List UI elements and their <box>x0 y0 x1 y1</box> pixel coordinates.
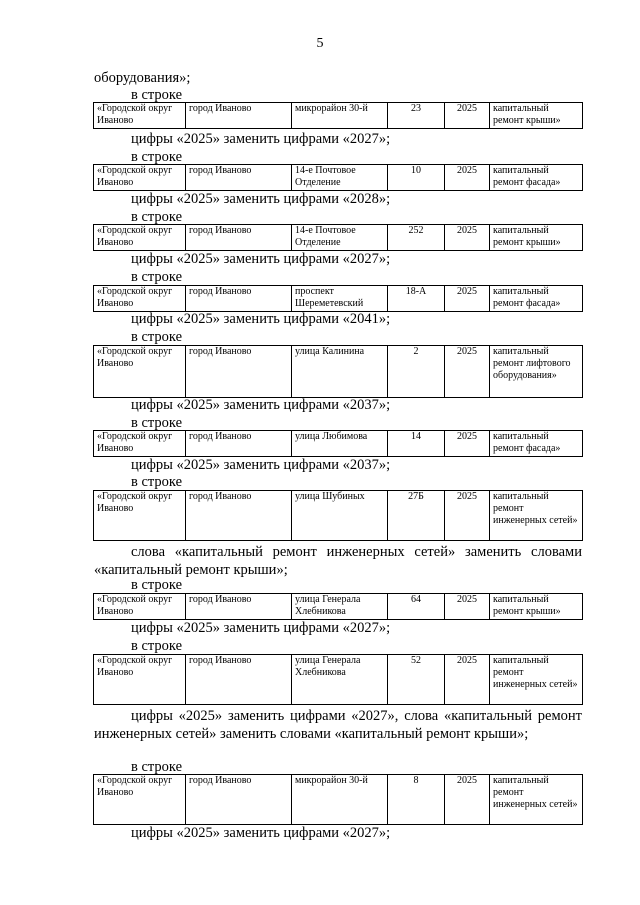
text-line: цифры «2025» заменить цифрами «2027»; <box>131 620 391 636</box>
city-cell: город Иваново <box>186 431 292 457</box>
street-cell: улица Любимова <box>292 431 388 457</box>
house-number-cell: 14 <box>388 431 445 457</box>
text-line: в строке <box>131 209 183 225</box>
year-cell: 2025 <box>445 431 490 457</box>
house-number-cell: 252 <box>388 225 445 251</box>
text-line: в строке <box>131 87 183 103</box>
text-line: цифры «2025» заменить цифрами «2027»; <box>131 251 391 267</box>
table-row <box>93 654 583 705</box>
table-row <box>93 224 583 251</box>
house-number-cell: 10 <box>388 165 445 191</box>
table-row <box>93 164 583 191</box>
house-number-cell: 2 <box>388 346 445 398</box>
district-cell: «Городской округ Иваново <box>94 775 186 825</box>
text-line: цифры «2025» заменить цифрами «2037»; <box>131 457 391 473</box>
district-cell: «Городской округ Иваново <box>94 491 186 541</box>
year-cell: 2025 <box>445 165 490 191</box>
work-type-cell: капитальный ремонт крыши» <box>490 103 583 129</box>
table-row <box>93 430 583 457</box>
house-number-cell: 18-А <box>388 286 445 312</box>
year-cell: 2025 <box>445 594 490 620</box>
text-line: в строке <box>131 269 183 285</box>
text-line: в строке <box>131 638 183 654</box>
table-row <box>93 593 583 620</box>
district-cell: «Городской округ Иваново <box>94 103 186 129</box>
house-number-cell: 8 <box>388 775 445 825</box>
street-cell: 14-е Почтовое Отделение <box>292 225 388 251</box>
year-cell: 2025 <box>445 103 490 129</box>
table-row <box>93 774 583 825</box>
text-paragraph: цифры «2025» заменить цифрами «2027», слова «капитальный ремонт инженерных сетей» заменить словами «капитальный ремонт крыши»; <box>94 708 582 742</box>
city-cell: город Иваново <box>186 103 292 129</box>
street-cell: улица Генерала Хлебникова <box>292 655 388 705</box>
year-cell: 2025 <box>445 225 490 251</box>
district-cell: «Городской округ Иваново <box>94 431 186 457</box>
year-cell: 2025 <box>445 655 490 705</box>
house-number-cell: 23 <box>388 103 445 129</box>
year-cell: 2025 <box>445 346 490 398</box>
city-cell: город Иваново <box>186 165 292 191</box>
street-cell: проспект Шереметевский <box>292 286 388 312</box>
page-number: 5 <box>316 36 324 51</box>
district-cell: «Городской округ Иваново <box>94 165 186 191</box>
house-number-cell: 52 <box>388 655 445 705</box>
city-cell: город Иваново <box>186 594 292 620</box>
text-line: в строке <box>131 329 183 345</box>
table-row <box>93 345 583 398</box>
district-cell: «Городской округ Иваново <box>94 286 186 312</box>
work-type-cell: капитальный ремонт инженерных сетей» <box>490 491 583 541</box>
text-line: в строке <box>131 577 183 593</box>
text-line: цифры «2025» заменить цифрами «2027»; <box>131 825 391 841</box>
year-cell: 2025 <box>445 286 490 312</box>
text-line: цифры «2025» заменить цифрами «2027»; <box>131 131 391 147</box>
year-cell: 2025 <box>445 775 490 825</box>
work-type-cell: капитальный ремонт крыши» <box>490 225 583 251</box>
city-cell: город Иваново <box>186 286 292 312</box>
city-cell: город Иваново <box>186 225 292 251</box>
table-row <box>93 102 583 129</box>
table-row <box>93 490 583 541</box>
work-type-cell: капитальный ремонт фасада» <box>490 431 583 457</box>
text-line: оборудования»; <box>94 70 191 86</box>
year-cell: 2025 <box>445 491 490 541</box>
city-cell: город Иваново <box>186 346 292 398</box>
house-number-cell: 64 <box>388 594 445 620</box>
text-line: цифры «2025» заменить цифрами «2037»; <box>131 397 391 413</box>
work-type-cell: капитальный ремонт фасада» <box>490 286 583 312</box>
district-cell: «Городской округ Иваново <box>94 655 186 705</box>
street-cell: микрорайон 30-й <box>292 775 388 825</box>
work-type-cell: капитальный ремонт фасада» <box>490 165 583 191</box>
text-line: цифры «2025» заменить цифрами «2028»; <box>131 191 391 207</box>
district-cell: «Городской округ Иваново <box>94 225 186 251</box>
district-cell: «Городской округ Иваново <box>94 594 186 620</box>
street-cell: микрорайон 30-й <box>292 103 388 129</box>
text-line: в строке <box>131 149 183 165</box>
city-cell: город Иваново <box>186 491 292 541</box>
text-paragraph: слова «капитальный ремонт инженерных сетей» заменить словами «капитальный ремонт крыши»; <box>94 544 582 578</box>
work-type-cell: капитальный ремонт инженерных сетей» <box>490 655 583 705</box>
house-number-cell: 27Б <box>388 491 445 541</box>
city-cell: город Иваново <box>186 655 292 705</box>
street-cell: улица Калинина <box>292 346 388 398</box>
street-cell: улица Генерала Хлебникова <box>292 594 388 620</box>
work-type-cell: капитальный ремонт инженерных сетей» <box>490 775 583 825</box>
work-type-cell: капитальный ремонт лифтового оборудования» <box>490 346 583 398</box>
work-type-cell: капитальный ремонт крыши» <box>490 594 583 620</box>
street-cell: улица Шубиных <box>292 491 388 541</box>
table-row <box>93 285 583 312</box>
city-cell: город Иваново <box>186 775 292 825</box>
street-cell: 14-е Почтовое Отделение <box>292 165 388 191</box>
text-line: цифры «2025» заменить цифрами «2041»; <box>131 311 391 327</box>
text-line: в строке <box>131 415 183 431</box>
text-line: в строке <box>131 759 183 775</box>
district-cell: «Городской округ Иваново <box>94 346 186 398</box>
text-line: в строке <box>131 474 183 490</box>
